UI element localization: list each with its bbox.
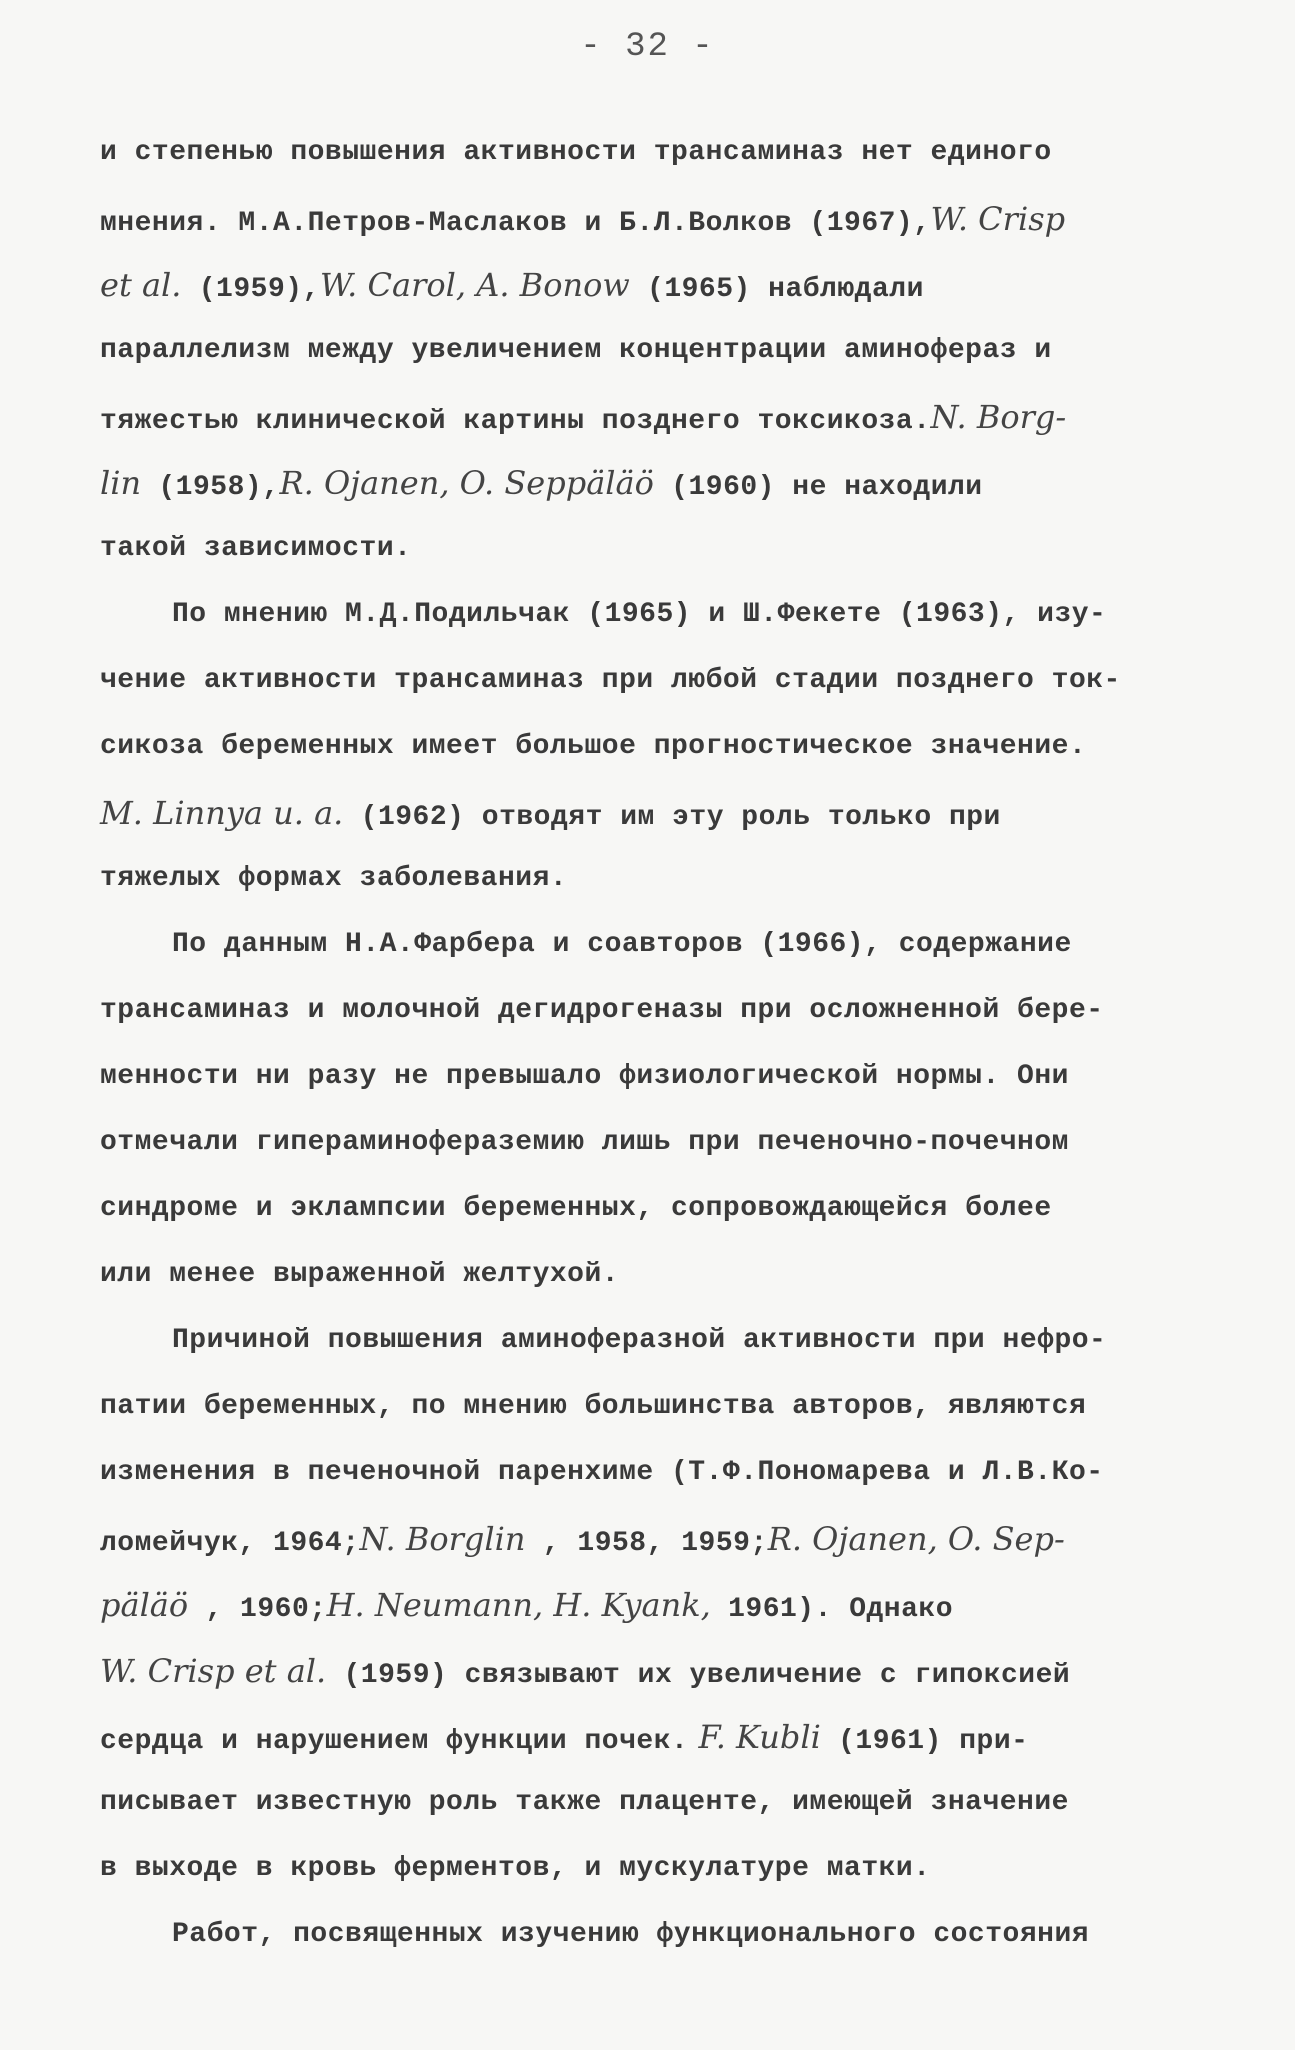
text-line	[100, 582, 1180, 648]
line-text: или менее выраженной желтухой.	[100, 1259, 620, 1290]
text-line	[100, 780, 1180, 846]
text-line	[100, 1440, 1180, 1506]
line-text: (1958),	[141, 472, 280, 503]
page-number: - 32 -	[580, 28, 715, 66]
body-text	[100, 120, 1180, 1968]
text-line	[100, 384, 1180, 450]
text-line	[100, 1902, 1180, 1968]
text-line	[100, 1110, 1180, 1176]
line-text: тяжелых формах заболевания.	[100, 863, 568, 894]
line-text: , 1958, 1959;	[525, 1528, 768, 1559]
line-text: (1960) не находили	[653, 472, 983, 503]
text-line	[100, 648, 1180, 714]
handwritten-author-name: H. Neumann, H. Kyank,	[326, 1586, 711, 1624]
text-line	[100, 186, 1180, 252]
line-text: По данным Н.А.Фарбера и соавторов (1966), содержание	[172, 929, 1072, 960]
line-text: параллелизм между увеличением концентрации аминофераз и	[100, 335, 1052, 366]
text-line	[100, 1770, 1180, 1836]
text-line	[100, 252, 1180, 318]
text-line	[100, 1308, 1180, 1374]
text-line	[100, 1572, 1180, 1638]
text-line	[100, 120, 1180, 186]
text-line	[100, 450, 1180, 516]
handwritten-author-name: F. Kubli	[688, 1718, 821, 1756]
line-text: тяжестью клинической картины позднего токсикоза.	[100, 406, 931, 437]
handwritten-author-name: W. Crisp	[930, 200, 1066, 238]
line-text: (1962) отводят им эту роль только при	[343, 802, 1001, 833]
handwritten-author-name: lin	[100, 464, 142, 502]
line-text: патии беременных, по мнению большинства авторов, являются	[100, 1391, 1087, 1422]
text-line	[100, 318, 1180, 384]
line-text: , 1960;	[188, 1594, 327, 1625]
text-line	[100, 1704, 1180, 1770]
text-line	[100, 978, 1180, 1044]
handwritten-author-name: päläö	[100, 1586, 189, 1624]
text-line	[100, 516, 1180, 582]
text-line	[100, 1638, 1180, 1704]
text-line	[100, 1374, 1180, 1440]
text-line	[100, 1836, 1180, 1902]
text-line	[100, 912, 1180, 978]
line-text: синдроме и эклампсии беременных, сопровождающейся более	[100, 1193, 1052, 1224]
line-text: писывает известную роль также плаценте, имеющей значение	[100, 1787, 1069, 1818]
line-text: в выходе в кровь ферментов, и мускулатуре матки.	[100, 1853, 931, 1884]
handwritten-author-name: R. Ojanen, O. Sep-	[767, 1520, 1065, 1558]
line-text: сикоза беременных имеет большое прогностическое значение.	[100, 731, 1087, 762]
handwritten-author-name: M. Linnya u. a.	[100, 794, 344, 832]
line-text: 1961). Однако	[710, 1594, 954, 1625]
text-line	[100, 1242, 1180, 1308]
handwritten-author-name: W. Crisp et al.	[100, 1652, 327, 1690]
line-text: ломейчук, 1964;	[100, 1528, 360, 1559]
line-text: и степенью повышения активности трансаминаз нет единого	[100, 137, 1052, 168]
line-text: (1961) при-	[820, 1726, 1029, 1757]
line-text: (1959),	[181, 274, 320, 305]
text-line	[100, 846, 1180, 912]
handwritten-author-name: et al.	[100, 266, 182, 304]
handwritten-author-name: W. Carol, A. Bonow	[319, 266, 630, 304]
line-text: такой зависимости.	[100, 533, 412, 564]
line-text: изменения в печеночной паренхиме (Т.Ф.Пономарева и Л.В.Ко-	[100, 1457, 1104, 1488]
line-text: (1959) связывают их увеличение с гипоксией	[326, 1660, 1071, 1691]
line-text: Работ, посвященных изучению функционального состояния	[172, 1919, 1090, 1950]
text-line	[100, 1176, 1180, 1242]
line-text: По мнению М.Д.Подильчак (1965) и Ш.Фекете (1963), изу-	[172, 599, 1107, 630]
handwritten-author-name: N. Borglin	[359, 1520, 526, 1558]
line-text: сердца и нарушением функции почек.	[100, 1726, 689, 1757]
line-text: мнения. М.А.Петров-Маслаков и Б.Л.Волков (1967),	[100, 208, 931, 239]
text-line	[100, 1044, 1180, 1110]
line-text: трансаминаз и молочной дегидрогеназы при осложненной бере-	[100, 995, 1104, 1026]
line-text: отмечали гипераминофераземию лишь при печеночно-почечном	[100, 1127, 1069, 1158]
line-text: (1965) наблюдали	[629, 274, 924, 305]
handwritten-author-name: N. Borg-	[930, 398, 1067, 436]
line-text: Причиной повышения аминоферазной активности при нефро-	[172, 1325, 1107, 1356]
text-line	[100, 714, 1180, 780]
text-line	[100, 1506, 1180, 1572]
line-text: чение активности трансаминаз при любой стадии позднего ток-	[100, 665, 1121, 696]
line-text: менности ни разу не превышало физиологической нормы. Они	[100, 1061, 1069, 1092]
handwritten-author-name: R. Ojanen, O. Seppäläö	[279, 464, 654, 502]
